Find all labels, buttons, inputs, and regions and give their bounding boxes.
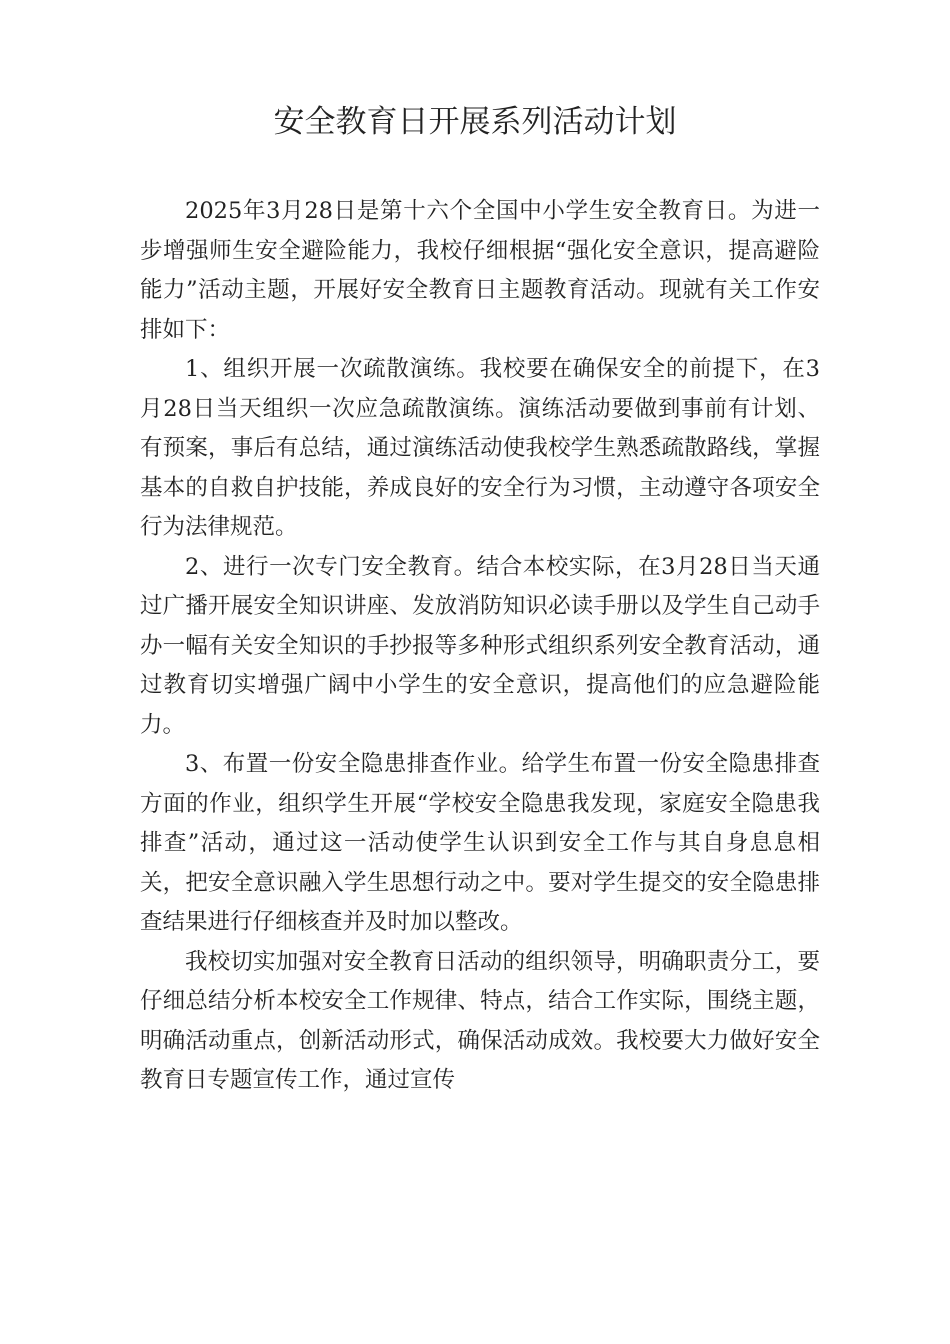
paragraph-item-2: 2、进行一次专门安全教育。结合本校实际，在3月28日当天通过广播开展安全知识讲座、发放消防知识必读手册以及学生自己动手办一幅有关安全知识的手抄报等多种形式组织系列安全教育活动，通过教育切实增强广阔中小学生的安全意识，提高他们的应急避险能力。	[140, 553, 820, 738]
document-body	[140, 192, 820, 1101]
paragraph-item-3: 3、布置一份安全隐患排查作业。给学生布置一份安全隐患排查方面的作业，组织学生开展“学校安全隐患我发现，家庭安全隐患我排查”活动，通过这一活动使学生认识到安全工作与其自身息息相关，把安全意识融入学生思想行动之中。要对学生提交的安全隐患排查结果进行仔细核查并及时加以整改。	[140, 751, 820, 935]
paragraph-item-1: 1、组织开展一次疏散演练。我校要在确保安全的前提下，在3月28日当天组织一次应急疏散演练。演练活动要做到事前有计划、有预案，事后有总结，通过演练活动使我校学生熟悉疏散路线，掌握基本的自救自护技能，养成良好的安全行为习惯，主动遵守各项安全行为法律规范。	[140, 356, 820, 540]
paragraph-intro: 2025年3月28日是第十六个全国中小学生安全教育日。为进一步增强师生安全避险能力，我校仔细根据“强化安全意识，提高避险能力”活动主题，开展好安全教育日主题教育活动。现就有关工作安排如下：	[140, 198, 820, 343]
paragraph-conclusion: 我校切实加强对安全教育日活动的组织领导，明确职责分工，要仔细总结分析本校安全工作规律、特点，结合工作实际，围绕主题，明确活动重点，创新活动形式，确保活动成效。我校要大力做好安全教育日专题宣传工作，通过宣传	[140, 948, 820, 1093]
document-title: 安全教育日开展系列活动计划	[273, 104, 677, 140]
